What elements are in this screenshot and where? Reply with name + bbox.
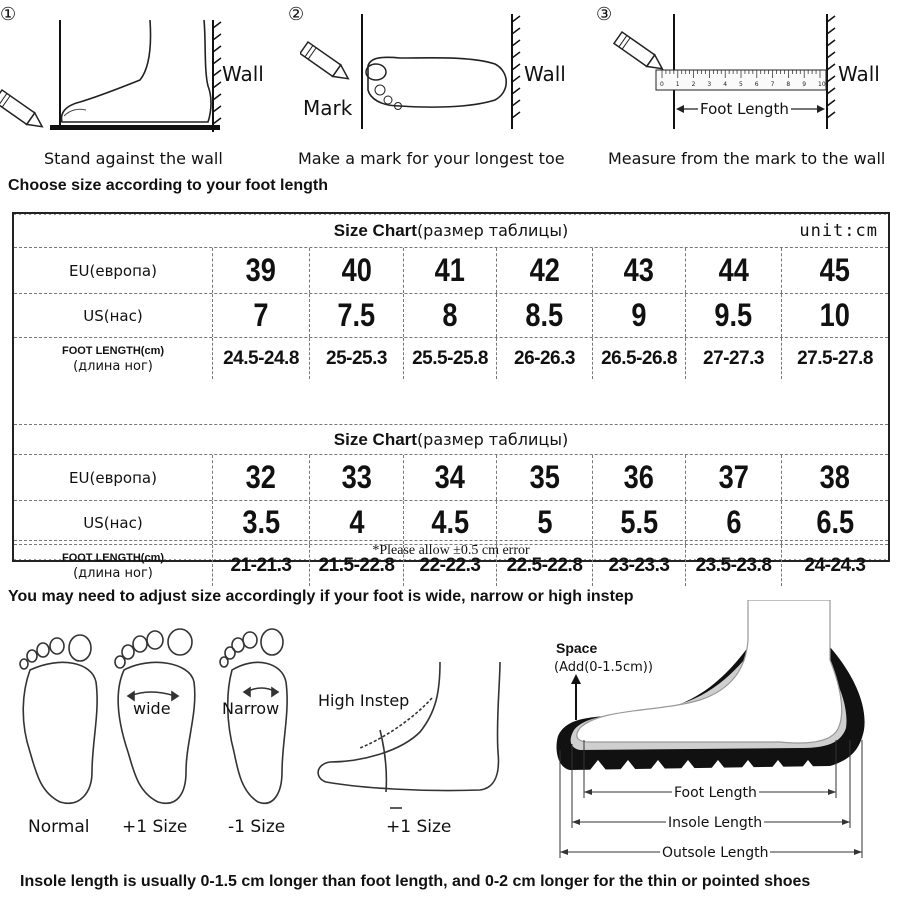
insole-length-label: Insole Length: [668, 815, 763, 831]
foot-size-value: 23.5-23.8: [695, 554, 772, 576]
choose-size-heading: Choose size according to your foot length: [8, 177, 329, 194]
us-size-value: 7: [253, 297, 269, 333]
us-size-cell: [309, 294, 403, 337]
us-size-cell: [403, 294, 496, 337]
ruler-number: 0: [660, 81, 664, 88]
wide-label: wide: [133, 699, 171, 718]
wall-label-3: Wall: [838, 62, 880, 86]
size-row-eu: [14, 247, 888, 293]
ruler-number: 3: [707, 81, 712, 88]
size-chart-title-russian: (размер таблицы): [416, 221, 569, 240]
us-size-value: 6.5: [816, 504, 854, 540]
us-size-cell: [496, 501, 592, 544]
foot-size-value: 23-23.3: [608, 554, 670, 576]
us-size-cell: [685, 501, 781, 544]
ruler-number: 1: [675, 81, 680, 88]
us-size-cell: [309, 501, 403, 544]
ruler-number: 6: [754, 81, 759, 88]
eu-size-cell: [309, 248, 403, 293]
us-size-cell: [592, 501, 685, 544]
ruler-number: 4: [723, 81, 728, 88]
normal-caption: Normal: [28, 817, 90, 837]
pencil-icon: [614, 32, 666, 74]
eu-size-cell: [592, 248, 685, 293]
us-size-cell: [781, 501, 888, 544]
pencil-icon: [0, 90, 46, 132]
unit-label: unit:cm: [799, 220, 878, 241]
eu-size-value: 42: [529, 252, 560, 288]
pencil-icon: [300, 42, 352, 84]
step-2-number: ②: [288, 4, 305, 25]
us-size-value: 5: [536, 504, 553, 540]
size-chart: [12, 212, 890, 581]
eu-size-value: 40: [341, 252, 372, 288]
us-size-value: 3.5: [242, 504, 280, 540]
foot-length-label-ru: (длина ног): [73, 565, 153, 581]
outsole-length-label: Outsole Length: [662, 845, 769, 861]
size-chart-title-bold: Size Chart: [333, 429, 417, 449]
us-size-value: 8.5: [525, 297, 564, 333]
narrow-label: Narrow: [222, 699, 280, 718]
us-size-value: 6: [725, 504, 742, 540]
high-instep-foot-icon: [318, 662, 500, 808]
eu-size-value: 44: [718, 252, 749, 288]
foot-size-value: 24-24.3: [804, 554, 866, 576]
space-add-label: (Add(0-1.5cm)): [554, 660, 653, 675]
eu-size-value: 41: [434, 252, 466, 288]
eu-size-value: 38: [819, 459, 851, 495]
ruler-number: 10: [818, 81, 826, 88]
eu-size-value: 34: [434, 459, 466, 495]
eu-size-value: 37: [718, 459, 749, 495]
size-row-us: [14, 500, 888, 544]
eu-size-cell: [496, 248, 592, 293]
space-label: Space: [556, 640, 598, 656]
adjust-heading: You may need to adjust size accordingly if your foot is wide, narrow or high instep: [8, 588, 634, 605]
ruler-number: 7: [770, 81, 775, 88]
us-size-value: 4.5: [431, 504, 469, 540]
size-chart-title-2: [14, 424, 888, 454]
size-row-us: [14, 293, 888, 337]
step-3-number: ③: [596, 4, 613, 25]
foot-size-cell: [212, 338, 309, 379]
eu-size-value: 35: [529, 459, 560, 495]
eu-size-cell: [212, 455, 309, 500]
us-size-cell: [212, 294, 309, 337]
size-chart-title-russian: (размер таблицы): [416, 430, 569, 449]
eu-size-value: 36: [623, 459, 655, 495]
foot-size-value: 27.5-27.8: [797, 347, 873, 369]
error-note: *Please allow ±0.5 cm error: [14, 540, 888, 560]
ruler-number: 8: [786, 81, 791, 88]
shoe-foot-length-label: Foot Length: [674, 785, 757, 801]
eu-row-label: EU(европа): [69, 261, 157, 280]
us-size-cell: [496, 294, 592, 337]
us-row-label: US(нас): [83, 306, 143, 325]
ruler-number: 5: [739, 81, 743, 88]
eu-size-cell: [592, 455, 685, 500]
ruler-number: 9: [802, 81, 807, 88]
us-size-value: 9.5: [714, 297, 753, 333]
eu-size-value: 43: [623, 252, 655, 288]
eu-row-label: EU(европа): [69, 468, 157, 487]
size-chart-title-1: [14, 214, 888, 247]
wall-label-2: Wall: [524, 62, 566, 86]
foot-size-value: 25-25.3: [326, 347, 387, 369]
foot-size-cell: [309, 338, 403, 379]
foot-size-value: 21.5-22.8: [318, 554, 395, 576]
narrow-caption: -1 Size: [228, 817, 286, 837]
ruler-number: 2: [691, 81, 696, 88]
high-instep-caption: +1 Size: [386, 817, 452, 837]
wide-caption: +1 Size: [122, 817, 188, 837]
us-row-label: US(нас): [83, 513, 143, 532]
us-size-cell: [592, 294, 685, 337]
foot-length-row-label: [14, 338, 212, 379]
us-size-cell: [685, 294, 781, 337]
foot-size-cell: [496, 338, 592, 379]
size-row-eu: [14, 454, 888, 500]
foot-size-value: 22.5-22.8: [506, 554, 583, 576]
eu-size-value: 32: [245, 459, 277, 495]
eu-size-cell: [403, 455, 496, 500]
eu-size-cell: [496, 455, 592, 500]
foot-size-value: 25.5-25.8: [412, 347, 488, 369]
us-size-cell: [781, 294, 888, 337]
us-size-value: 9: [631, 297, 647, 333]
foot-size-cell: [781, 338, 888, 379]
foot-size-cell: [592, 338, 685, 379]
foot-size-cell: [685, 338, 781, 379]
mark-label: Mark: [303, 96, 353, 120]
eu-size-cell: [685, 248, 781, 293]
foot-size-value: 27-27.3: [703, 347, 764, 369]
insole-note: Insole length is usually 0-1.5 cm longer than foot length, and 0-2 cm longer for the thin or pointed shoes: [20, 873, 811, 890]
size-chart-title-bold: Size Chart: [333, 220, 417, 240]
eu-size-cell: [403, 248, 496, 293]
eu-size-cell: [781, 455, 888, 500]
foot-size-value: 21-21.3: [230, 554, 292, 576]
us-size-value: 4: [348, 504, 365, 540]
foot-size-value: 24.5-24.8: [223, 347, 299, 369]
step-1-number: ①: [0, 4, 17, 25]
foot-length-label-ru: (длина ног): [73, 358, 153, 374]
eu-size-cell: [212, 248, 309, 293]
eu-size-value: 45: [819, 252, 851, 288]
wall-label-1: Wall: [222, 62, 264, 86]
foot-size-value: 26.5-26.8: [601, 347, 677, 369]
step-1-caption: Stand against the wall: [44, 149, 223, 168]
foot-length-label-en: FOOT LENGTH(cm): [61, 551, 165, 564]
foot-length-label-en: FOOT LENGTH(cm): [61, 344, 165, 357]
size-row-foot: [14, 337, 888, 379]
eu-size-cell: [781, 248, 888, 293]
us-size-cell: [212, 501, 309, 544]
foot-size-cell: [403, 338, 496, 379]
high-instep-title: High Instep: [318, 691, 410, 710]
us-size-value: 5.5: [620, 504, 658, 540]
us-size-value: 7.5: [337, 297, 376, 333]
us-size-cell: [403, 501, 496, 544]
us-size-value: 10: [819, 297, 851, 333]
foot-length-label-step3: Foot Length: [700, 100, 789, 118]
step-2-caption: Make a mark for your longest toe: [298, 149, 565, 168]
eu-size-cell: [309, 455, 403, 500]
eu-size-value: 39: [245, 252, 277, 288]
foot-size-value: 26-26.3: [514, 347, 575, 369]
us-size-value: 8: [442, 297, 458, 333]
foot-size-value: 22-22.3: [419, 554, 481, 576]
step-3-caption: Measure from the mark to the wall: [608, 149, 886, 168]
normal-foot-icon: [20, 635, 97, 803]
eu-size-value: 33: [341, 459, 372, 495]
eu-size-cell: [685, 455, 781, 500]
